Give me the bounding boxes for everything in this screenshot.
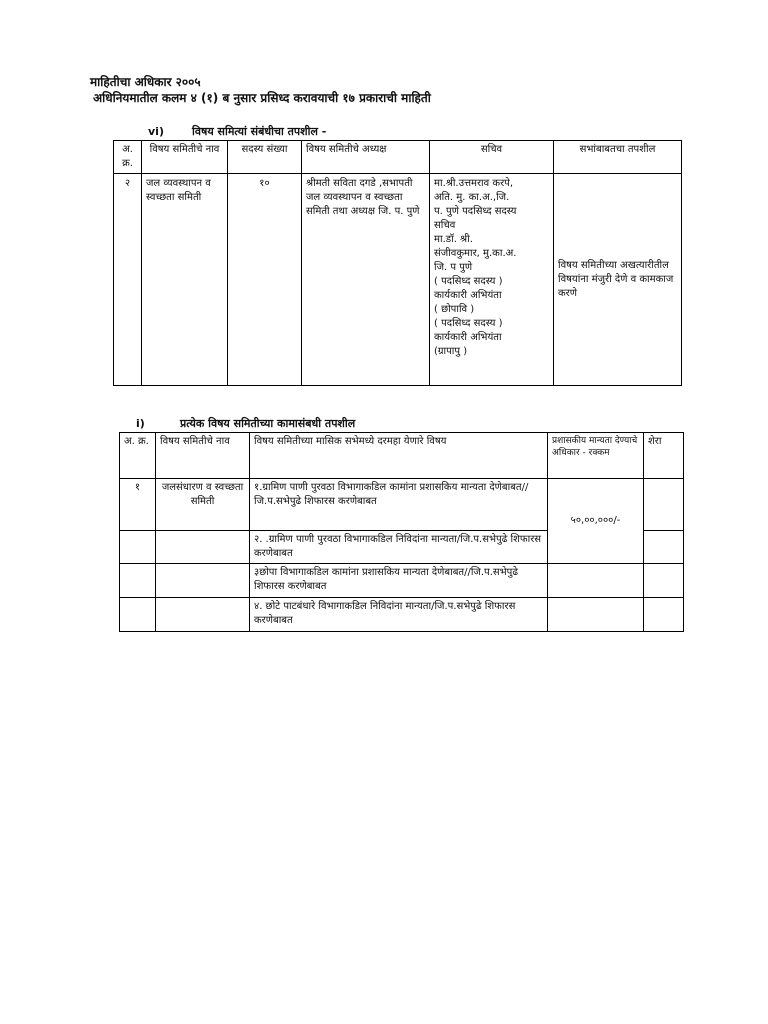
table-row — [120, 564, 684, 598]
section-title-text: प्रत्येक विषय समितीच्या कामासंबधी तपशील — [180, 417, 356, 430]
section-number: i) — [136, 417, 145, 430]
table-row — [120, 598, 684, 632]
column-header: सदस्य संख्या — [228, 141, 302, 174]
secretary-cell — [430, 174, 554, 386]
committee-work-table — [119, 432, 684, 632]
serial-number-cell — [120, 564, 156, 598]
table-row — [120, 479, 684, 531]
serial-number-cell — [120, 598, 156, 632]
member-count-cell: १० — [228, 174, 302, 386]
remarks-cell — [644, 531, 684, 564]
chairperson-name: श्रीमती सविता दगडे ,सभापती — [306, 178, 413, 189]
column-header: प्रशासकीय मान्यता देण्याचे अधिकार - रक्कम — [548, 433, 644, 479]
column-header: विषय समितीचे नाव — [142, 141, 228, 174]
secretary-text: मा.श्री.उत्तमराव करपे, अति. मु. का.अ.,जि. प. पुणे पदसिध्द सदस्य सचिव मा.डॉ. श्री. संजीवकुमार, मु.का.अ. जि. प पुणे ( पदसिध्द सदस्य ) कार्यकारी अभियंता ( छोपावि ) ( पदसिध्द सदस्य ) कार्यकारी अभियंता (ग्रापापु ) — [434, 178, 517, 357]
amount-cell: ५०,००,०००/- — [548, 479, 644, 564]
section-title-committees — [148, 124, 326, 139]
document-heading: माहितीचा अधिकार २००५ — [90, 75, 201, 89]
committee-name-cell — [156, 564, 250, 598]
column-header: सचिव — [430, 141, 554, 174]
agenda-item-cell: ४. छोटे पाटबंधारे विभागाकडिल निविदांना मान्यता/जि.प.सभेपुढे शिफारस करणेबाबत — [250, 598, 548, 632]
column-header: अ. क्र. — [120, 433, 156, 479]
table-header-row — [120, 433, 684, 479]
serial-number-cell: १ — [120, 479, 156, 531]
remarks-cell — [644, 479, 684, 531]
agenda-item-cell: २. .ग्रामिण पाणी पुरवठा विभागाकडिल निविदांना मान्यता/जि.प.सभेपुढे शिफारस करणेबाबत — [250, 531, 548, 564]
chairperson-description: जल व्यवस्थापन व स्वच्छता समिती तथा अध्यक्ष जि. प. पुणे — [306, 192, 420, 217]
column-header: विषय समितीचे अध्यक्ष — [302, 141, 430, 174]
section-title-committee-work — [136, 416, 355, 431]
committee-name-cell: जल व्यवस्थापन व स्वच्छता समिती — [142, 174, 228, 386]
column-header: शेरा — [644, 433, 684, 479]
column-header: सभांबाबतचा तपशील — [554, 141, 682, 174]
table-header-row — [114, 141, 682, 174]
amount-cell — [548, 564, 644, 598]
committee-details-table — [113, 140, 682, 386]
serial-number-cell — [120, 531, 156, 564]
column-header: विषय समितीचे नाव — [156, 433, 250, 479]
amount-cell — [548, 598, 644, 632]
committee-name-cell — [156, 531, 250, 564]
remarks-cell — [644, 564, 684, 598]
column-header: विषय समितीच्या मासिक सभेमध्ये दरमहा येणारे विषय — [250, 433, 548, 479]
committee-name-cell — [156, 598, 250, 632]
remarks-cell — [644, 598, 684, 632]
serial-number-cell: २ — [114, 174, 142, 386]
document-subheading: अधिनियमातील कलम ४ (१) ब नुसार प्रसिध्द करावयाची १७ प्रकाराची माहिती — [93, 91, 431, 105]
meeting-details-cell: विषय समितीच्या अखत्यारीतील विषयांना मंजुरी देणे व कामकाज करणे — [554, 174, 682, 386]
chairperson-cell — [302, 174, 430, 386]
section-number: vi) — [148, 125, 164, 138]
agenda-item-cell: १.ग्रामिण पाणी पुरवठा विभागाकडिल कामांना प्रशासकिय मान्यता देणेबाबत//जि.प.सभेपुढे शिफारस करणेबाबत — [250, 479, 548, 531]
section-title-text: विषय समित्यां संबंधीचा तपशील - — [192, 125, 327, 138]
agenda-item-cell: ३छोपा विभागाकडिल कामांना प्रशासकिय मान्यता देणेबाबत//जि.प.सभेपुढे शिफारस करणेबाबत — [250, 564, 548, 598]
column-header: अ. क्र. — [114, 141, 142, 174]
committee-name-cell: जलसंधारण व स्वच्छता समिती — [156, 479, 250, 531]
table-row — [114, 174, 682, 386]
